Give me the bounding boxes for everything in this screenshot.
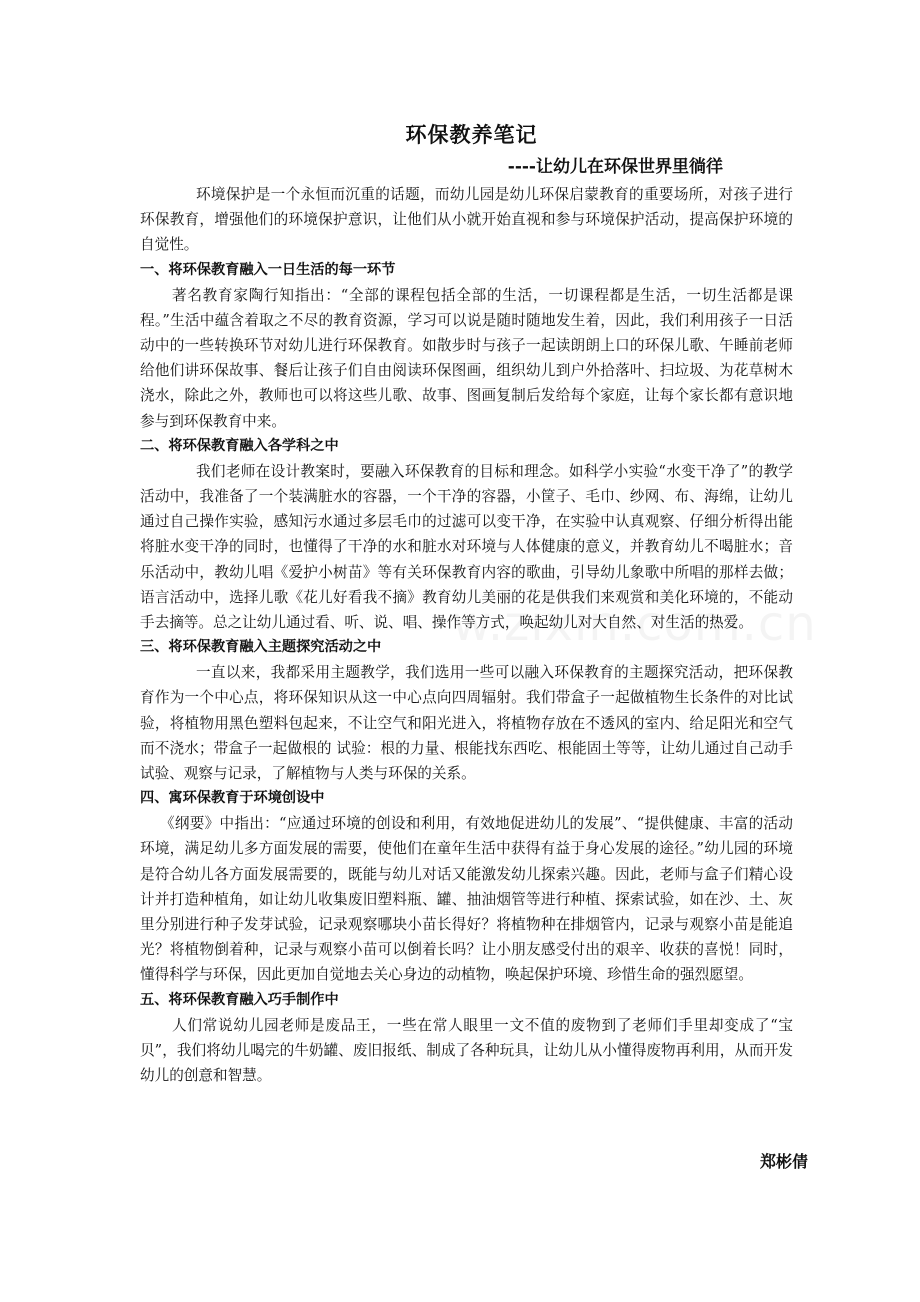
section-body-5: 人们常说幼儿园老师是废品王，一些在常人眼里一文不值的废物到了老师们手里却变成了“宝贝”，我们将幼儿喝完的牛奶罐、废旧报纸、制成了各种玩具，让幼儿从小懂得废物再利用，从而开发幼儿的创意和智慧。 (140, 1016, 793, 1085)
section-heading-2: 二、将环保教育融入各学科之中 (140, 437, 339, 454)
section-heading-4: 四、寓环保教育于环境创设中 (140, 790, 325, 807)
section-heading-3: 三、将环保教育融入主题探究活动之中 (140, 639, 382, 656)
document-content (140, 118, 793, 1088)
section-body-4: 《纲要》中指出：“应通过环境的创设和利用，有效地促进幼儿的发展”、“提供健康、丰富的活动环境，满足幼儿多方面发展的需要，使他们在童年生活中获得有益于身心发展的途径。”幼儿园的环境是符合幼儿各方面发展需要的，既能与幼儿对话又能激发幼儿探索兴趣。因此，老师与盒子们精心设计并打造种植角，如让幼儿收集废旧塑料瓶、罐、抽油烟管等进行种植、探索试验，如在沙、土、灰里分别进行种子发芽试验，记录观察哪块小苗长得好？将植物种在排烟管内，记录与观察小苗是能追光？将植物倒着种，记录与观察小苗可以倒着长吗？让小朋友感受付出的艰辛、收获的喜悦！同时，懂得科学与环保，因此更加自觉地去关心身边的动植物，唤起保护环境、珍惜生命的强烈愿望。 (140, 815, 793, 984)
section-heading-1: 一、将环保教育融入一日生活的每一环节 (140, 261, 396, 278)
document-subtitle: ----让幼儿在环保世界里徜徉 (507, 157, 723, 177)
author-signature: 郑彬倩 (759, 1152, 808, 1171)
section-body-1: 著名教育家陶行知指出：“全部的课程包括全部的生活，一切课程都是生活，一切生活都是课程。”生活中蕴含着取之不尽的教育资源，学习可以说是随时随地发生着，因此，我们利用孩子一日活动中的一些转换环节对幼儿进行环保教育。如散步时与孩子一起读朗朗上口的环保儿歌、午睡前老师给他们讲环保故事、餐后让孩子们自由阅读环保图画，组织幼儿到户外拾落叶、扫垃圾、为花草树木浇水，除此之外，教师也可以将这些儿歌、故事、图画复制后发给每个家庭，让每个家长都有意识地参与到环保教育中来。 (140, 286, 793, 430)
intro-paragraph: 环境保护是一个永恒而沉重的话题，而幼儿园是幼儿环保启蒙教育的重要场所，对孩子进行环保教育，增强他们的环境保护意识，让他们从小就开始直视和参与环境保护活动，提高保护环境的自觉性。 (140, 186, 793, 254)
document-title: 环保教养笔记 (405, 123, 538, 147)
section-body-3: 一直以来，我都采用主题教学，我们选用一些可以融入环保教育的主题探究活动，把环保教育作为一个中心点，将环保知识从这一中心点向四周辐射。我们带盒子一起做植物生长条件的对比试验，将植物用黑色塑料包起来，不让空气和阳光进入，将植物存放在不透风的室内、给足阳光和空气而不浇水；带盒子一起做根的 试验：根的力量、根能找东西吃、根能固土等等，让幼儿通过自己动手试验、观察与记录，了解植物与人类与环保的关系。 (140, 664, 793, 783)
section-heading-5: 五、将环保教育融入巧手制作中 (140, 991, 339, 1008)
section-body-2: 我们老师在设计教案时，要融入环保教育的目标和理念。如科学小实验“水变干净了”的教学活动中，我准备了一个装满脏水的容器，一个干净的容器，小筐子、毛巾、纱网、布、海绵，让幼儿通过自己操作实验，感知污水通过多层毛巾的过滤可以变干净，在实验中认真观察、仔细分析得出能将脏水变干净的同时，也懂得了干净的水和脏水对环境与人体健康的意义，并教育幼儿不喝脏水；音乐活动中，教幼儿唱《爱护小树苗》等有关环保教育内容的歌曲，引导幼儿象歌中所唱的那样去做；语言活动中，选择儿歌《花儿好看我不摘》教育幼儿美丽的花是供我们来观赏和美化环境的，不能动手去摘等。总之让幼儿通过看、听、说、唱、操作等方式，唤起幼儿对大自然、对生活的热爱。 (140, 462, 793, 632)
